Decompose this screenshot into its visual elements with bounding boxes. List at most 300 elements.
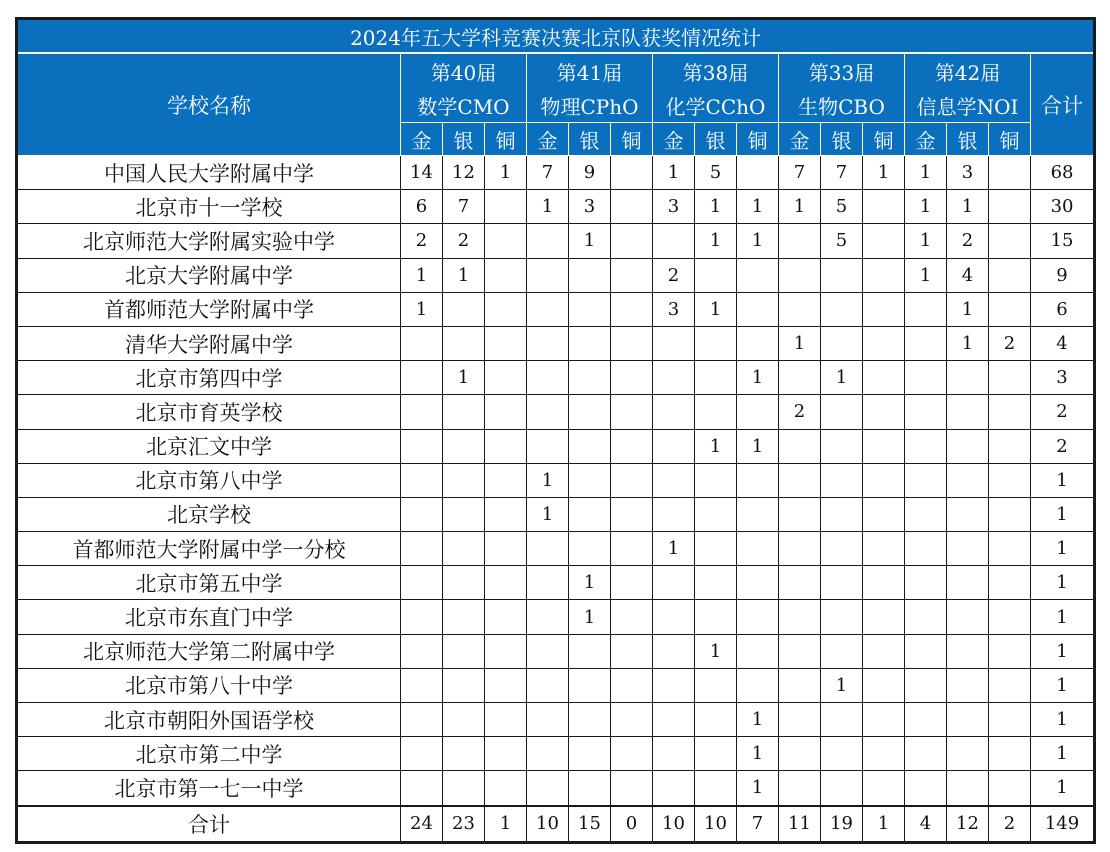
totals-row xyxy=(17,806,1095,843)
school-name-cell: 北京市第八中学 xyxy=(17,463,401,497)
medal-count-cell xyxy=(611,634,653,668)
medal-count-cell xyxy=(905,703,947,737)
medal-count-cell xyxy=(527,395,569,429)
medal-count-cell xyxy=(611,190,653,224)
medal-count-cell xyxy=(989,156,1031,190)
medal-header-math-gold: 金 xyxy=(401,123,443,156)
table-row xyxy=(17,463,1095,497)
medal-count-cell xyxy=(695,395,737,429)
medal-count-cell: 1 xyxy=(737,224,779,258)
medal-count-cell xyxy=(821,703,863,737)
school-name-cell: 北京市东直门中学 xyxy=(17,600,401,634)
medal-count-cell xyxy=(695,668,737,702)
totals-label: 合计 xyxy=(17,806,401,843)
medal-count-cell xyxy=(863,258,905,292)
medal-count-cell xyxy=(947,566,989,600)
medal-count-cell xyxy=(863,737,905,771)
school-name-cell: 首都师范大学附属中学一分校 xyxy=(17,532,401,566)
subject-header-math: 数学CMO xyxy=(401,88,527,123)
medal-count-cell xyxy=(527,258,569,292)
medal-count-cell xyxy=(821,532,863,566)
medal-count-cell xyxy=(611,156,653,190)
medal-count-cell: 1 xyxy=(653,156,695,190)
medal-count-cell xyxy=(863,634,905,668)
medal-count-cell xyxy=(611,361,653,395)
row-total-cell: 2 xyxy=(1031,429,1095,463)
subject-header-informatics: 信息学NOI xyxy=(905,88,1031,123)
medal-count-cell: 6 xyxy=(401,190,443,224)
medal-count-cell xyxy=(989,566,1031,600)
medal-count-cell xyxy=(401,737,443,771)
medal-count-cell xyxy=(527,634,569,668)
medal-count-cell xyxy=(401,395,443,429)
medal-count-cell: 5 xyxy=(821,224,863,258)
medal-header-informatics-gold: 金 xyxy=(905,123,947,156)
column-total-cell: 10 xyxy=(695,806,737,843)
medal-count-cell: 9 xyxy=(569,156,611,190)
medal-count-cell xyxy=(611,258,653,292)
medal-count-cell xyxy=(611,703,653,737)
medal-count-cell xyxy=(905,292,947,326)
edition-header-chemistry: 第38届 xyxy=(653,53,779,88)
medal-count-cell xyxy=(485,326,527,360)
medal-count-cell xyxy=(443,566,485,600)
medal-count-cell: 2 xyxy=(947,224,989,258)
medal-count-cell: 2 xyxy=(401,224,443,258)
medal-count-cell xyxy=(569,737,611,771)
medal-count-cell xyxy=(569,532,611,566)
medal-header-informatics-silver: 银 xyxy=(947,123,989,156)
table-row xyxy=(17,668,1095,702)
medal-count-cell: 1 xyxy=(737,429,779,463)
medal-count-cell: 1 xyxy=(485,156,527,190)
medal-count-cell xyxy=(737,668,779,702)
column-total-cell: 15 xyxy=(569,806,611,843)
medal-count-cell: 1 xyxy=(947,190,989,224)
medal-count-cell xyxy=(527,429,569,463)
medal-count-cell xyxy=(653,737,695,771)
medal-count-cell xyxy=(779,771,821,806)
medal-count-cell xyxy=(905,668,947,702)
medal-count-cell xyxy=(569,463,611,497)
table-row xyxy=(17,600,1095,634)
medal-count-cell xyxy=(905,497,947,531)
medal-count-cell xyxy=(737,532,779,566)
medal-count-cell xyxy=(989,292,1031,326)
medal-count-cell: 1 xyxy=(527,463,569,497)
school-name-cell: 北京汇文中学 xyxy=(17,429,401,463)
medal-count-cell xyxy=(695,497,737,531)
medal-count-cell xyxy=(695,463,737,497)
edition-header-math: 第40届 xyxy=(401,53,527,88)
medal-count-cell: 7 xyxy=(779,156,821,190)
table-row xyxy=(17,361,1095,395)
medal-count-cell xyxy=(485,395,527,429)
medal-count-cell: 2 xyxy=(989,326,1031,360)
results-table-container xyxy=(15,17,1093,844)
medal-count-cell xyxy=(821,771,863,806)
medal-count-cell: 12 xyxy=(443,156,485,190)
subject-header-physics: 物理CPhO xyxy=(527,88,653,123)
medal-count-cell: 1 xyxy=(905,156,947,190)
medal-count-cell xyxy=(569,292,611,326)
medal-count-cell xyxy=(905,737,947,771)
medal-count-cell: 1 xyxy=(737,737,779,771)
medal-count-cell xyxy=(779,224,821,258)
medal-count-cell: 4 xyxy=(947,258,989,292)
medal-count-cell xyxy=(443,771,485,806)
medal-count-cell xyxy=(989,668,1031,702)
medal-count-cell xyxy=(779,497,821,531)
school-name-cell: 北京师范大学第二附属中学 xyxy=(17,634,401,668)
medal-count-cell xyxy=(443,292,485,326)
school-name-cell: 北京市第二中学 xyxy=(17,737,401,771)
medal-count-cell: 1 xyxy=(863,156,905,190)
medal-count-cell xyxy=(779,361,821,395)
medal-count-cell xyxy=(569,497,611,531)
medal-count-cell xyxy=(863,326,905,360)
school-name-cell: 北京市十一学校 xyxy=(17,190,401,224)
medal-count-cell: 7 xyxy=(443,190,485,224)
medal-count-cell: 1 xyxy=(443,361,485,395)
medal-count-cell xyxy=(695,326,737,360)
medal-count-cell xyxy=(737,258,779,292)
medal-count-cell xyxy=(569,361,611,395)
medal-count-cell xyxy=(779,668,821,702)
medal-count-cell xyxy=(653,395,695,429)
column-total-cell: 7 xyxy=(737,806,779,843)
medal-count-cell xyxy=(401,703,443,737)
row-total-cell: 4 xyxy=(1031,326,1095,360)
medal-count-cell xyxy=(653,668,695,702)
medal-count-cell xyxy=(989,771,1031,806)
medal-count-cell xyxy=(695,532,737,566)
medal-count-cell xyxy=(737,326,779,360)
medal-count-cell xyxy=(905,600,947,634)
medal-count-cell: 1 xyxy=(569,224,611,258)
table-row xyxy=(17,258,1095,292)
row-total-cell: 2 xyxy=(1031,395,1095,429)
medal-count-cell xyxy=(485,600,527,634)
medal-count-cell xyxy=(653,771,695,806)
medal-count-cell xyxy=(401,532,443,566)
table-row xyxy=(17,566,1095,600)
column-total-cell: 4 xyxy=(905,806,947,843)
medal-count-cell xyxy=(611,497,653,531)
medal-count-cell xyxy=(947,600,989,634)
medal-count-cell xyxy=(737,395,779,429)
medal-count-cell xyxy=(611,326,653,360)
medal-count-cell xyxy=(863,497,905,531)
medal-count-cell xyxy=(989,634,1031,668)
column-total-cell: 12 xyxy=(947,806,989,843)
medal-count-cell: 1 xyxy=(569,566,611,600)
medal-count-cell xyxy=(863,361,905,395)
medal-count-cell: 1 xyxy=(737,190,779,224)
table-row xyxy=(17,497,1095,531)
medal-count-cell xyxy=(947,463,989,497)
medal-count-cell xyxy=(527,600,569,634)
medal-count-cell xyxy=(569,258,611,292)
medal-count-cell: 7 xyxy=(527,156,569,190)
school-name-header: 学校名称 xyxy=(17,53,401,156)
medal-count-cell xyxy=(485,566,527,600)
table-row xyxy=(17,292,1095,326)
medal-count-cell xyxy=(611,463,653,497)
medal-count-cell xyxy=(443,668,485,702)
medal-count-cell xyxy=(653,326,695,360)
medal-count-cell: 1 xyxy=(737,703,779,737)
row-total-cell: 1 xyxy=(1031,463,1095,497)
medal-count-cell xyxy=(989,361,1031,395)
medal-count-cell xyxy=(821,600,863,634)
medal-count-cell xyxy=(989,190,1031,224)
medal-count-cell xyxy=(737,600,779,634)
medal-count-cell: 1 xyxy=(401,258,443,292)
medal-count-cell xyxy=(443,463,485,497)
medal-count-cell xyxy=(989,463,1031,497)
table-row xyxy=(17,190,1095,224)
row-total-cell: 1 xyxy=(1031,703,1095,737)
medal-count-cell: 1 xyxy=(821,668,863,702)
medal-count-cell xyxy=(695,703,737,737)
medal-count-cell xyxy=(863,532,905,566)
medal-count-cell: 1 xyxy=(779,326,821,360)
medal-count-cell: 1 xyxy=(905,190,947,224)
medal-header-biology-silver: 银 xyxy=(821,123,863,156)
medal-header-chemistry-bronze: 铜 xyxy=(737,123,779,156)
medal-count-cell xyxy=(401,600,443,634)
medal-count-cell xyxy=(695,737,737,771)
medal-count-cell xyxy=(653,429,695,463)
medal-count-cell: 1 xyxy=(905,224,947,258)
medal-count-cell xyxy=(443,703,485,737)
medal-count-cell xyxy=(947,771,989,806)
medal-count-cell xyxy=(443,326,485,360)
medal-count-cell xyxy=(695,600,737,634)
medal-count-cell xyxy=(527,532,569,566)
medal-count-cell xyxy=(485,463,527,497)
medal-count-cell xyxy=(443,634,485,668)
medal-count-cell: 1 xyxy=(821,361,863,395)
medal-count-cell xyxy=(779,703,821,737)
row-total-cell: 3 xyxy=(1031,361,1095,395)
medal-count-cell xyxy=(569,703,611,737)
medal-count-cell xyxy=(527,292,569,326)
medal-count-cell: 1 xyxy=(569,600,611,634)
medal-count-cell xyxy=(863,395,905,429)
row-total-cell: 1 xyxy=(1031,634,1095,668)
medal-count-cell xyxy=(653,463,695,497)
medal-count-cell xyxy=(569,634,611,668)
medal-count-cell xyxy=(443,497,485,531)
medal-count-cell xyxy=(527,224,569,258)
total-header: 合计 xyxy=(1031,53,1095,156)
table-row xyxy=(17,395,1095,429)
medal-count-cell xyxy=(821,258,863,292)
medal-count-cell xyxy=(779,566,821,600)
medal-header-informatics-bronze: 铜 xyxy=(989,123,1031,156)
subject-header-biology: 生物CBO xyxy=(779,88,905,123)
medal-count-cell xyxy=(947,532,989,566)
medal-count-cell xyxy=(989,532,1031,566)
medal-count-cell xyxy=(821,737,863,771)
medal-count-cell xyxy=(485,190,527,224)
edition-header-physics: 第41届 xyxy=(527,53,653,88)
row-total-cell: 6 xyxy=(1031,292,1095,326)
medal-header-chemistry-gold: 金 xyxy=(653,123,695,156)
medal-count-cell xyxy=(401,566,443,600)
medal-count-cell xyxy=(989,258,1031,292)
medal-count-cell xyxy=(653,497,695,531)
school-name-cell: 首都师范大学附属中学 xyxy=(17,292,401,326)
medal-count-cell xyxy=(527,737,569,771)
row-total-cell: 30 xyxy=(1031,190,1095,224)
medal-count-cell xyxy=(821,566,863,600)
medal-count-cell xyxy=(905,771,947,806)
medal-count-cell xyxy=(863,703,905,737)
medal-count-cell xyxy=(989,703,1031,737)
medal-count-cell xyxy=(401,771,443,806)
medal-count-cell: 1 xyxy=(527,190,569,224)
medal-count-cell xyxy=(485,634,527,668)
row-total-cell: 68 xyxy=(1031,156,1095,190)
edition-header-informatics: 第42届 xyxy=(905,53,1031,88)
medal-count-cell xyxy=(527,361,569,395)
medal-count-cell xyxy=(611,668,653,702)
medal-count-cell xyxy=(569,429,611,463)
column-total-cell: 19 xyxy=(821,806,863,843)
table-row xyxy=(17,429,1095,463)
medal-header-biology-gold: 金 xyxy=(779,123,821,156)
medal-count-cell xyxy=(947,497,989,531)
medal-count-cell xyxy=(401,668,443,702)
medal-count-cell xyxy=(863,224,905,258)
medal-count-cell xyxy=(905,566,947,600)
medal-header-biology-bronze: 铜 xyxy=(863,123,905,156)
medal-count-cell xyxy=(443,429,485,463)
medal-count-cell xyxy=(947,668,989,702)
column-total-cell: 10 xyxy=(653,806,695,843)
medal-count-cell xyxy=(779,463,821,497)
medal-count-cell xyxy=(443,532,485,566)
medal-count-cell: 5 xyxy=(821,190,863,224)
medal-count-cell xyxy=(821,463,863,497)
medal-header-chemistry-silver: 银 xyxy=(695,123,737,156)
column-total-cell: 1 xyxy=(863,806,905,843)
medal-count-cell xyxy=(737,497,779,531)
medal-count-cell xyxy=(569,395,611,429)
row-total-cell: 1 xyxy=(1031,737,1095,771)
school-name-cell: 北京市第一七一中学 xyxy=(17,771,401,806)
medal-count-cell xyxy=(653,566,695,600)
school-name-cell: 中国人民大学附属中学 xyxy=(17,156,401,190)
medal-count-cell: 14 xyxy=(401,156,443,190)
column-total-cell: 2 xyxy=(989,806,1031,843)
medal-count-cell xyxy=(653,224,695,258)
medal-count-cell xyxy=(695,771,737,806)
row-total-cell: 15 xyxy=(1031,224,1095,258)
row-total-cell: 1 xyxy=(1031,497,1095,531)
medal-count-cell xyxy=(401,326,443,360)
medal-count-cell xyxy=(611,292,653,326)
medal-count-cell xyxy=(905,429,947,463)
medal-count-cell xyxy=(401,497,443,531)
table-row xyxy=(17,224,1095,258)
medal-count-cell xyxy=(527,703,569,737)
medal-count-cell xyxy=(863,668,905,702)
row-total-cell: 1 xyxy=(1031,771,1095,806)
medal-count-cell xyxy=(947,703,989,737)
medal-count-cell: 1 xyxy=(695,429,737,463)
school-name-cell: 北京市育英学校 xyxy=(17,395,401,429)
medal-count-cell: 1 xyxy=(779,190,821,224)
medal-count-cell xyxy=(905,395,947,429)
medal-count-cell xyxy=(989,395,1031,429)
medal-count-cell xyxy=(443,737,485,771)
medal-count-cell: 1 xyxy=(443,258,485,292)
medal-count-cell xyxy=(737,463,779,497)
medal-count-cell xyxy=(779,634,821,668)
medal-count-cell xyxy=(779,532,821,566)
medal-count-cell xyxy=(485,292,527,326)
medal-count-cell xyxy=(905,463,947,497)
medal-count-cell xyxy=(737,292,779,326)
medal-count-cell xyxy=(863,463,905,497)
medal-count-cell xyxy=(947,395,989,429)
medal-count-cell xyxy=(611,737,653,771)
medal-count-cell xyxy=(821,395,863,429)
medal-count-cell xyxy=(485,361,527,395)
medal-count-cell xyxy=(653,703,695,737)
medal-count-cell xyxy=(821,292,863,326)
school-name-cell: 北京学校 xyxy=(17,497,401,531)
medal-count-cell xyxy=(569,771,611,806)
medal-count-cell xyxy=(779,292,821,326)
medal-count-cell: 1 xyxy=(653,532,695,566)
medal-count-cell xyxy=(569,668,611,702)
edition-header-biology: 第33届 xyxy=(779,53,905,88)
medal-count-cell xyxy=(485,497,527,531)
medal-count-cell xyxy=(989,600,1031,634)
school-name-cell: 北京市第四中学 xyxy=(17,361,401,395)
medal-count-cell: 3 xyxy=(653,292,695,326)
medal-count-cell xyxy=(905,634,947,668)
column-total-cell: 10 xyxy=(527,806,569,843)
medal-count-cell: 1 xyxy=(401,292,443,326)
medal-count-cell xyxy=(569,326,611,360)
medal-count-cell xyxy=(611,532,653,566)
medal-count-cell xyxy=(863,292,905,326)
medal-count-cell xyxy=(821,497,863,531)
medal-count-cell: 2 xyxy=(443,224,485,258)
medal-count-cell xyxy=(695,361,737,395)
medal-count-cell: 1 xyxy=(695,224,737,258)
medal-count-cell xyxy=(863,771,905,806)
medal-count-cell xyxy=(485,737,527,771)
grand-total-cell: 149 xyxy=(1031,806,1095,843)
medal-count-cell xyxy=(989,737,1031,771)
column-total-cell: 11 xyxy=(779,806,821,843)
medal-count-cell xyxy=(653,634,695,668)
row-total-cell: 1 xyxy=(1031,566,1095,600)
table-row xyxy=(17,634,1095,668)
medal-count-cell: 1 xyxy=(527,497,569,531)
medal-count-cell: 2 xyxy=(653,258,695,292)
medal-count-cell: 1 xyxy=(905,258,947,292)
table-title: 2024年五大学科竞赛决赛北京队获奖情况统计 xyxy=(17,19,1095,54)
medal-count-cell xyxy=(653,600,695,634)
